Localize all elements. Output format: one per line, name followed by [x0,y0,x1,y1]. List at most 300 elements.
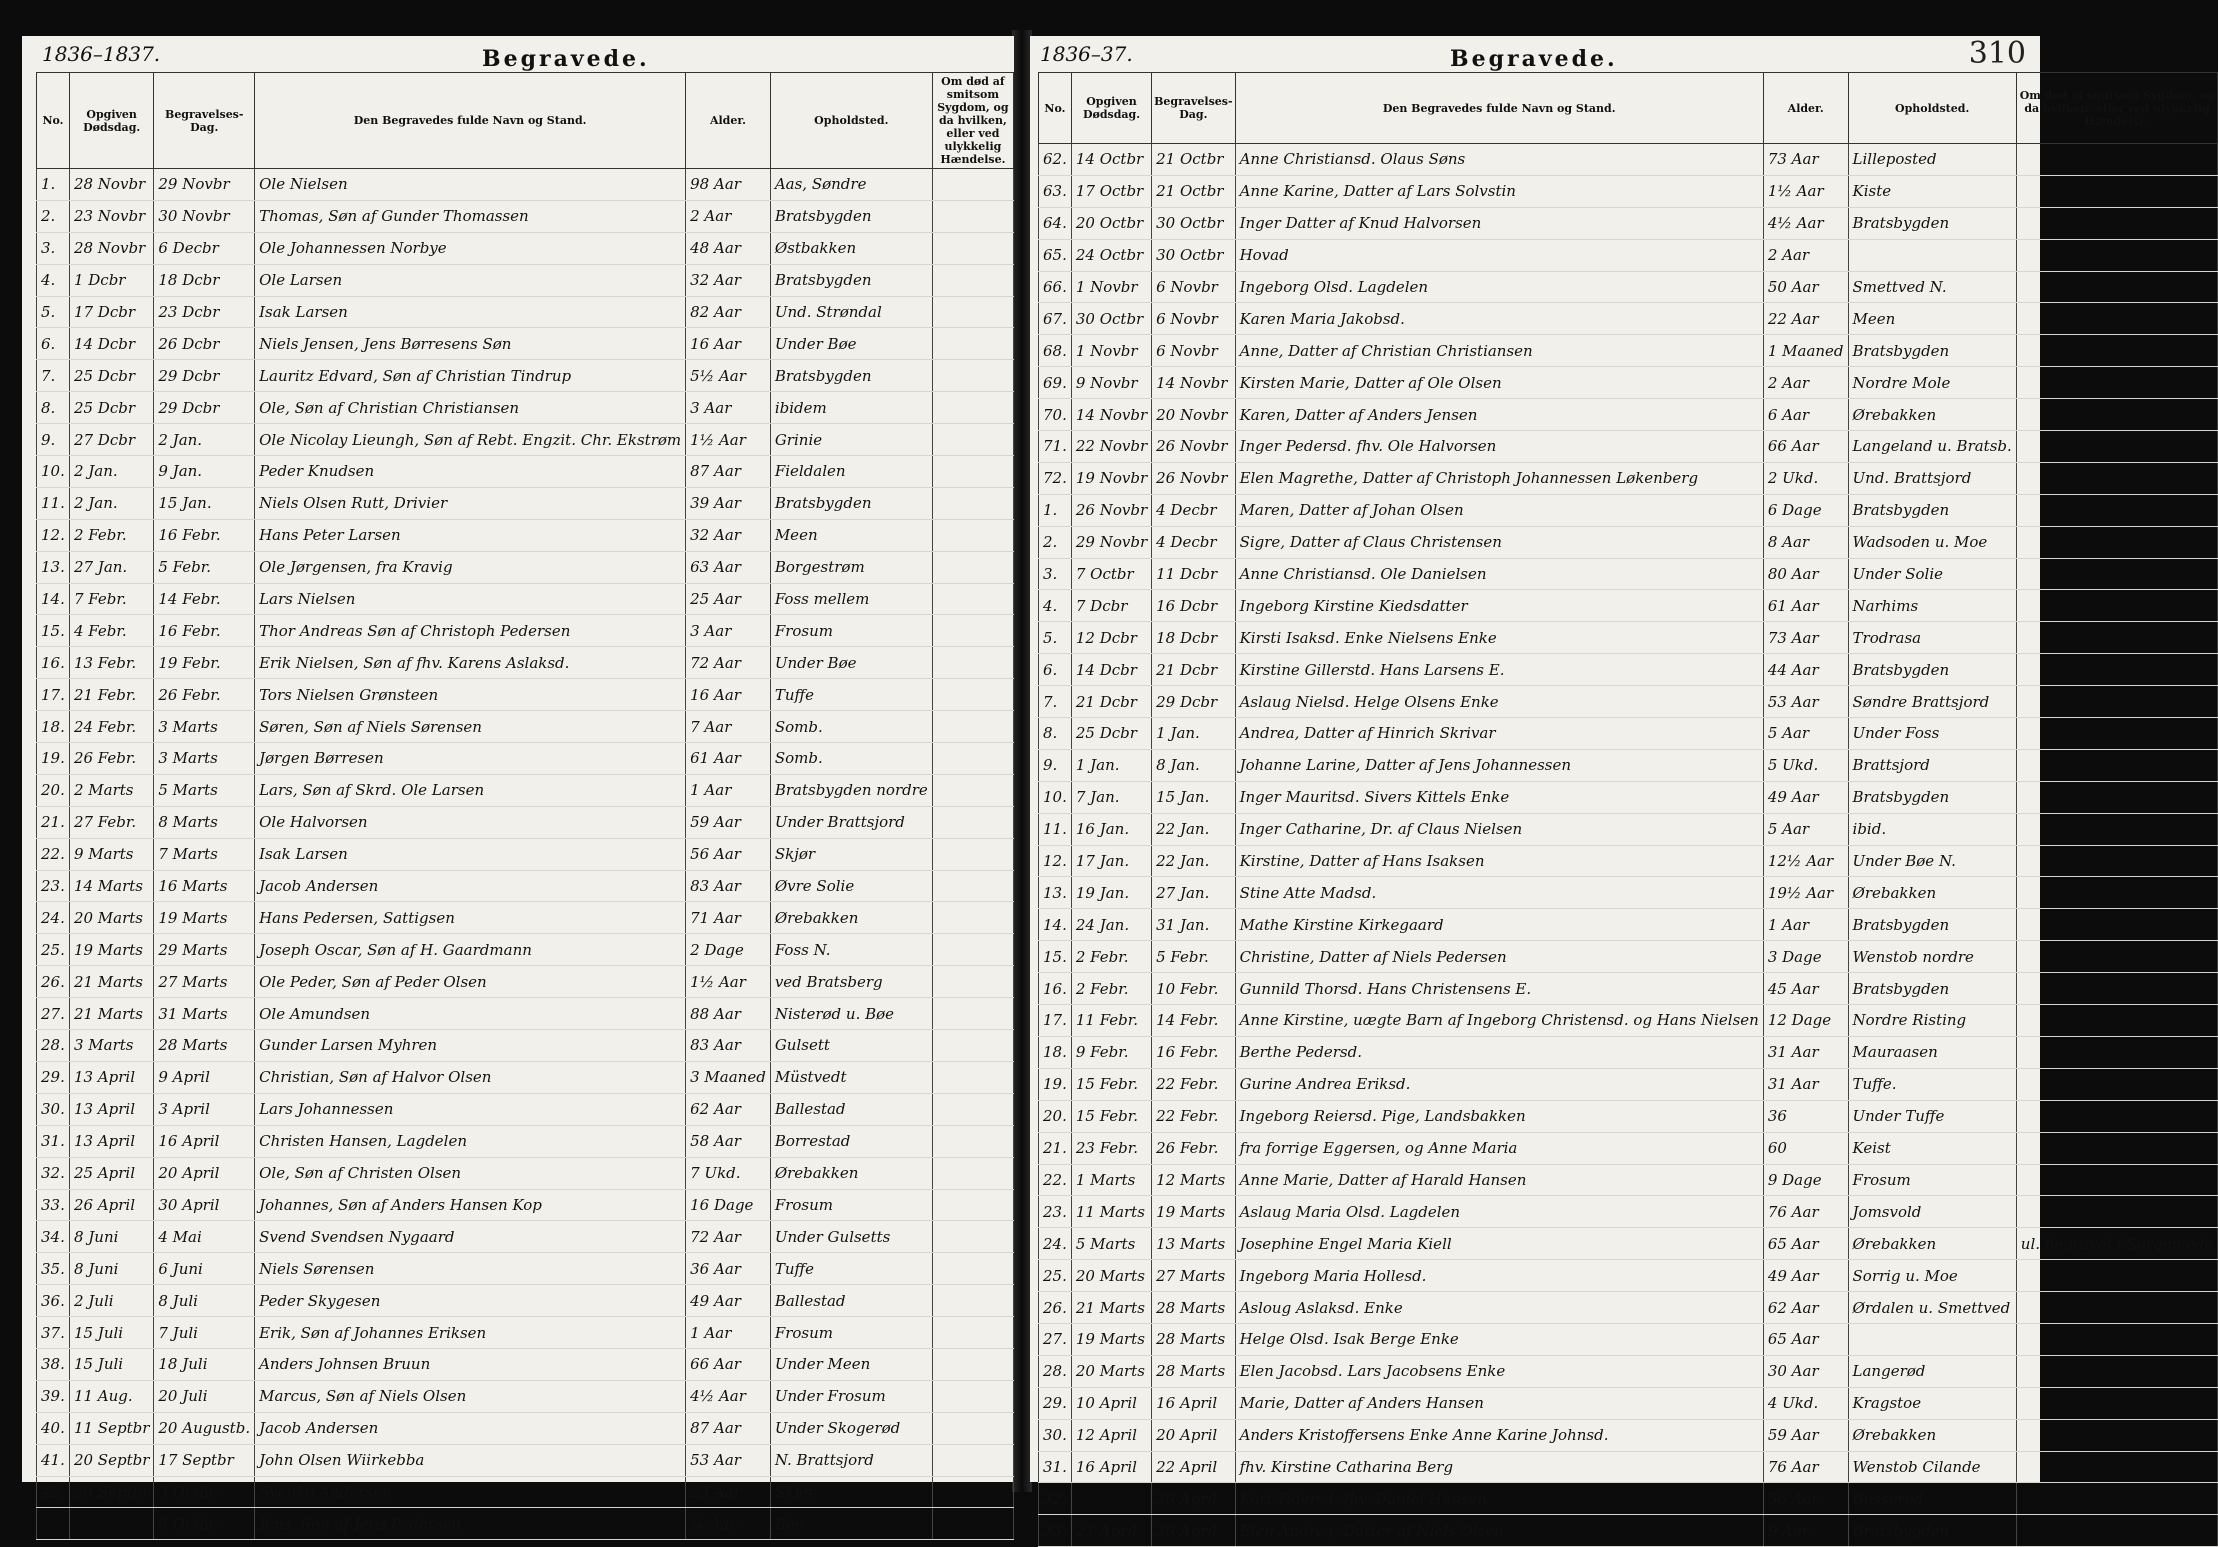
cell-burial-date: 9 April [154,1061,255,1093]
cell-cause-note [2016,1132,2218,1164]
cell-burial-date: 18 Juli [154,1348,255,1380]
cell-cause-note [2016,845,2218,877]
cell-death-date: 14 Dcbr [1071,654,1151,686]
cell-entry-number: 10. [1039,781,1072,813]
cell-residence: Tuffe. [1848,1068,2016,1100]
cell-residence: Ørebakken [1848,877,2016,909]
cell-entry-number: 39. [37,1380,70,1412]
cell-age: 7 Aar [686,711,771,743]
cell-cause-note [932,1125,1013,1157]
cell-name-and-station: Johanne Larine, Datter af Jens Johannessen [1235,749,1763,781]
cell-death-date: 7 Octbr [1071,558,1151,590]
cell-residence: Ørdalen u. Smettved [1848,1292,2016,1324]
cell-burial-date: 22 Febr. [1152,1100,1235,1132]
cell-age: 30 Aar [1763,1355,1848,1387]
cell-burial-date: 21 Octbr [1152,175,1235,207]
table-row [1039,718,2218,750]
cell-entry-number [37,1508,70,1540]
cell-residence: Bratsbygden [1848,654,2016,686]
cell-name-and-station: Joseph Oscar, Søn af H. Gaardmann [255,934,686,966]
cell-entry-number: 31. [37,1125,70,1157]
header-age: Alder. [1763,73,1848,144]
cell-name-and-station: Tors Nielsen Grønsteen [255,679,686,711]
cell-burial-date: 26 Novbr [1152,462,1235,494]
cell-entry-number: 15. [1039,941,1072,973]
cell-name-and-station: Peder Skygesen [255,1285,686,1317]
cell-age: 66 Aar [1763,431,1848,463]
table-row [37,679,1014,711]
cell-entry-number: 9. [37,424,70,456]
cell-residence: Bratsbygden [1848,335,2016,367]
table-row [37,615,1014,647]
cell-death-date: 21 April [1071,1515,1151,1547]
cell-residence: Bratsbygden [1848,973,2016,1005]
cell-entry-number: 27. [1039,1323,1072,1355]
cell-name-and-station: Lars Johannessen [255,1093,686,1125]
table-row [37,1061,1014,1093]
cell-age: 66 Aar [686,1348,771,1380]
cell-cause-note [932,1348,1013,1380]
cell-burial-date: 20 April [1152,1419,1235,1451]
cell-entry-number: 70. [1039,399,1072,431]
cell-death-date: 29 Novbr [1071,526,1151,558]
cell-residence: Under Skogerød [770,1412,932,1444]
cell-cause-note [2016,462,2218,494]
cell-age: 19½ Aar [1763,877,1848,909]
cell-residence: Under Foss [1848,718,2016,750]
table-row [37,1125,1014,1157]
cell-burial-date: 4 Mai [154,1221,255,1253]
table-row [1039,1451,2218,1483]
cell-age: 32 Aar [686,519,771,551]
cell-residence: Und. Brattsjord [1848,462,2016,494]
cell-age: 12 Dage [1763,1005,1848,1037]
cell-death-date: 7 Febr. [69,583,153,615]
cell-residence: Under Brattsjord [770,806,932,838]
cell-entry-number: 14. [1039,909,1072,941]
cell-residence: Ørebakken [1848,1228,2016,1260]
cell-burial-date: 29 Novbr [154,169,255,201]
cell-death-date: 25 Dcbr [1071,718,1151,750]
cell-name-and-station: Kirstine Gillerstd. Hans Larsens E. [1235,654,1763,686]
cell-age: 76 Aar [1763,1196,1848,1228]
cell-name-and-station: Anders Johnsen Bruun [255,1348,686,1380]
cell-entry-number: 24. [37,902,70,934]
cell-death-date: 27 Jan. [69,551,153,583]
cell-name-and-station: Peder Knudsen [255,456,686,488]
table-row [1039,909,2218,941]
header-age: Alder. [686,73,771,169]
cell-death-date: 21 Marts [69,998,153,1030]
left-register-table [36,72,1014,1540]
cell-name-and-station: Jacob Andersen [255,870,686,902]
cell-entry-number: 24. [1039,1228,1072,1260]
right-register-table [1038,72,2218,1547]
cell-death-date: 20 Octbr [1071,207,1151,239]
cell-name-and-station: Sigre, Datter af Claus Christensen [1235,526,1763,558]
cell-age: 2 Ukd. [1763,462,1848,494]
cell-death-date: 21 Febr. [69,679,153,711]
cell-burial-date: 13 Marts [1152,1228,1235,1260]
cell-age: 5 Aar [1763,813,1848,845]
cell-cause-note [932,615,1013,647]
cell-entry-number: 18. [1039,1036,1072,1068]
cell-burial-date: 12 Marts [1152,1164,1235,1196]
cell-death-date: 9 Novbr [1071,367,1151,399]
cell-name-and-station: Elen Magrethe, Datter af Christoph Johannessen Løkenberg [1235,462,1763,494]
cell-name-and-station: Ole Peder, Søn af Peder Olsen [255,966,686,998]
cell-age: 9 Aar [1763,1515,1848,1547]
cell-burial-date: 28 Marts [1152,1292,1235,1324]
cell-residence: Wenstob nordre [1848,941,2016,973]
cell-name-and-station: Anne Christiansd. Ole Danielsen [1235,558,1763,590]
cell-entry-number: 33. [37,1189,70,1221]
cell-burial-date: 5 Febr. [154,551,255,583]
cell-burial-date: 3 Marts [154,711,255,743]
cell-age: 1 Aar [686,774,771,806]
cell-residence: Tuffe [770,1253,932,1285]
cell-burial-date: 6 Novbr [1152,303,1235,335]
cell-death-date [1071,1483,1151,1515]
cell-name-and-station: Isak Larsen [255,296,686,328]
cell-entry-number: 42. [37,1476,70,1508]
cell-death-date: 15 Febr. [1071,1100,1151,1132]
cell-entry-number: 19. [37,743,70,775]
cell-entry-number: 28. [37,1030,70,1062]
cell-cause-note [932,392,1013,424]
cell-entry-number: 11. [1039,813,1072,845]
cell-name-and-station: Niels Jensen, Jens Børresens Søn [255,328,686,360]
table-row [1039,1260,2218,1292]
cell-name-and-station: Johannes, Søn af Anders Hansen Kop [255,1189,686,1221]
cell-name-and-station: John Olsen Wiirkebba [255,1444,686,1476]
cell-cause-note [932,1476,1013,1508]
cell-entry-number: 7. [1039,686,1072,718]
table-row [1039,877,2218,909]
cell-cause-note [2016,654,2218,686]
table-row [1039,1323,2218,1355]
cell-burial-date: 16 Febr. [154,519,255,551]
cell-age: 1½ Aar [686,966,771,998]
table-row [37,902,1014,934]
table-row [37,360,1014,392]
cell-entry-number: 35. [37,1253,70,1285]
cell-age: 62 Aar [686,1093,771,1125]
cell-entry-number: 6. [1039,654,1072,686]
cell-death-date: 9 Marts [69,838,153,870]
cell-residence: Bratsbygden [1848,207,2016,239]
cell-burial-date: 22 Jan. [1152,813,1235,845]
cell-age: 88 Aar [686,998,771,1030]
cell-name-and-station: Anne, Datter af Christian Christiansen [1235,335,1763,367]
cell-residence: Tuffe [770,679,932,711]
cell-entry-number: 9. [1039,749,1072,781]
table-row [1039,590,2218,622]
cell-cause-note [932,1189,1013,1221]
cell-residence [1848,1323,2016,1355]
cell-residence: Nordre Risting [1848,1005,2016,1037]
table-row [37,870,1014,902]
cell-death-date: 21 Dcbr [1071,686,1151,718]
cell-death-date: 30 Septbr [69,1476,153,1508]
cell-residence: Under Solie [1848,558,2016,590]
cell-residence: Bratsbygden [1848,1515,2016,1547]
cell-death-date: 21 Marts [69,966,153,998]
cell-residence: Bratsbygden [770,264,932,296]
cell-age: 71 Aar [686,902,771,934]
cell-residence: Wadsoden u. Moe [1848,526,2016,558]
cell-cause-note [932,902,1013,934]
cell-entry-number: 13. [1039,877,1072,909]
cell-age: 2 Aar [686,200,771,232]
cell-name-and-station: Gurine Andrea Eriksd. [1235,1068,1763,1100]
cell-burial-date: 19 Marts [1152,1196,1235,1228]
cell-residence: Ballestad [770,1285,932,1317]
cell-death-date: 10 April [1071,1387,1151,1419]
header-name-and-station: Den Begravedes fulde Navn og Stand. [1235,73,1763,144]
table-row [37,456,1014,488]
cell-death-date: 15 Febr. [1071,1068,1151,1100]
cell-death-date: 26 April [69,1189,153,1221]
cell-cause-note [2016,1196,2218,1228]
cell-burial-date: 11 Dcbr [1152,558,1235,590]
cell-death-date: 5 Marts [1071,1228,1151,1260]
cell-residence: Meen [770,519,932,551]
cell-cause-note [2016,877,2218,909]
cell-residence: Trodrasa [1848,622,2016,654]
cell-name-and-station: Ole Halvorsen [255,806,686,838]
cell-death-date: 1 Novbr [1071,271,1151,303]
cell-age: 6 Aar [1763,399,1848,431]
cell-death-date: 11 Septbr [69,1412,153,1444]
cell-burial-date: 6 Juni [154,1253,255,1285]
cell-burial-date: 30 April [1152,1483,1235,1515]
cell-death-date: 7 Dcbr [1071,590,1151,622]
cell-entry-number: 12. [1039,845,1072,877]
cell-cause-note [932,774,1013,806]
cell-entry-number: 17. [1039,1005,1072,1037]
cell-cause-note [932,232,1013,264]
cell-death-date: 25 Dcbr [69,392,153,424]
cell-burial-date: 3 Octbr [154,1476,255,1508]
cell-age: 73 Aar [1763,622,1848,654]
cell-name-and-station: Ole Jørgensen, fra Kravig [255,551,686,583]
table-row [37,487,1014,519]
cell-cause-note [2016,686,2218,718]
cell-age: 31 Aar [1763,1036,1848,1068]
cell-entry-number: 2. [37,200,70,232]
cell-death-date: 19 Marts [69,934,153,966]
cell-residence: Kiste [1848,175,2016,207]
cell-residence: Sorrig u. Moe [1848,1260,2016,1292]
left-year: 1836–1837. [42,42,161,66]
cell-name-and-station: Gunder Larsen Myhren [255,1030,686,1062]
cell-cause-note [2016,1036,2218,1068]
cell-residence: Bratsbygden [1848,494,2016,526]
cell-entry-number: 23. [1039,1196,1072,1228]
cell-death-date: 14 Novbr [1071,399,1151,431]
cell-entry-number: 38. [37,1348,70,1380]
cell-death-date: 20 Marts [69,902,153,934]
cell-residence: Bratsbygden [770,487,932,519]
cell-residence: Under Tuffe [1848,1100,2016,1132]
cell-cause-note [2016,1515,2218,1547]
cell-burial-date: 1 Jan. [1152,718,1235,750]
cell-residence: Müstvedt [770,1061,932,1093]
cell-burial-date: 2 Jan. [154,424,255,456]
cell-entry-number: 13. [37,551,70,583]
cell-residence: Langeland u. Bratsb. [1848,431,2016,463]
cell-death-date: 1 Jan. [1071,749,1151,781]
table-row [1039,175,2218,207]
cell-death-date: 2 Febr. [1071,973,1151,1005]
cell-entry-number: 8. [37,392,70,424]
cell-death-date: 13 Febr. [69,647,153,679]
cell-residence: Busserød [1848,1483,2016,1515]
cell-age: 59 Aar [1763,1419,1848,1451]
cell-age: 2 Aar [1763,367,1848,399]
table-row [1039,654,2218,686]
table-row [1039,781,2218,813]
cell-burial-date: 22 Jan. [1152,845,1235,877]
cell-death-date: 2 Juli [69,1285,153,1317]
cell-residence: Under Gulsetts [770,1221,932,1253]
cell-name-and-station: Niels Olsen Rutt, Drivier [255,487,686,519]
table-row [1039,1419,2218,1451]
cell-name-and-station: Svend Svendsen Nygaard [255,1221,686,1253]
cell-burial-date: 21 Dcbr [1152,654,1235,686]
cell-death-date: 28 Novbr [69,169,153,201]
cell-name-and-station: Karen Maria Jakobsd. [1235,303,1763,335]
cell-death-date: 11 Febr. [1071,1005,1151,1037]
cell-entry-number: 20. [37,774,70,806]
cell-age: 12½ Aar [1763,845,1848,877]
cell-death-date: 12 Dcbr [1071,622,1151,654]
table-row [37,774,1014,806]
cell-burial-date: 27 Jan. [1152,877,1235,909]
cell-name-and-station: Ole, Søn af Christian Christiansen [255,392,686,424]
cell-entry-number: 1. [37,169,70,201]
cell-burial-date: 28 Marts [1152,1323,1235,1355]
cell-residence: Frosum [1848,1164,2016,1196]
cell-residence: Under Meen [770,1348,932,1380]
cell-entry-number: 41. [37,1444,70,1476]
header-cause-note: Om død af smitsom Sygdom, og da hvilken, eller ved ulykkelig Hændelse. [932,73,1013,169]
cell-name-and-station: Stine Atte Madsd. [1235,877,1763,909]
cell-age: 76 Aar [1763,1451,1848,1483]
cell-cause-note [2016,558,2218,590]
cell-residence: Gulsett [770,1030,932,1062]
cell-cause-note [2016,239,2218,271]
cell-residence [1848,239,2016,271]
cell-age: 1½ Aar [1763,175,1848,207]
cell-burial-date: 26 Novbr [1152,431,1235,463]
cell-death-date: 13 April [69,1061,153,1093]
cell-death-date: 30 Octbr [1071,303,1151,335]
cell-residence: Søndre Brattsjord [1848,686,2016,718]
cell-entry-number: 4. [37,264,70,296]
cell-residence: Aas, Søndre [770,169,932,201]
cell-cause-note [932,934,1013,966]
cell-name-and-station: Anders Kristoffersens Enke Anne Karine Johnsd. [1235,1419,1763,1451]
cell-residence: Somb. [770,743,932,775]
cell-residence: Wenstob Cilande [1848,1451,2016,1483]
cell-name-and-station: Ole, Søn af Christen Olsen [255,1157,686,1189]
cell-entry-number: 69. [1039,367,1072,399]
header-residence: Opholdsted. [770,73,932,169]
cell-cause-note [932,1380,1013,1412]
cell-name-and-station: Mathe Kirstine Kirkegaard [1235,909,1763,941]
cell-death-date: 22 Novbr [1071,431,1151,463]
cell-cause-note [2016,1451,2218,1483]
cell-cause-note [932,1508,1013,1540]
cell-death-date: 19 Marts [1071,1323,1151,1355]
cell-age: 4 Ukd. [1763,1387,1848,1419]
cell-residence: Mauraasen [1848,1036,2016,1068]
cell-death-date: 9 Febr. [1071,1036,1151,1068]
cell-name-and-station: Berthe Pedersd. [1235,1036,1763,1068]
cell-burial-date: 14 Febr. [1152,1005,1235,1037]
cell-death-date: 13 April [69,1093,153,1125]
cell-age: 25 Aar [686,583,771,615]
cell-death-date: 11 Aug. [69,1380,153,1412]
cell-death-date: 1 Marts [1071,1164,1151,1196]
cell-cause-note [2016,622,2218,654]
cell-age: 2 Aar [1763,239,1848,271]
cell-death-date: 26 Novbr [1071,494,1151,526]
cell-residence: Bøe [770,1508,932,1540]
cell-name-and-station: Hans Peter Larsen [255,519,686,551]
cell-name-and-station: Christine, Datter af Niels Pedersen [1235,941,1763,973]
cell-age: 36 [1763,1100,1848,1132]
cell-residence: ibid. [1848,813,2016,845]
cell-residence: Ørebakken [770,1157,932,1189]
cell-age: 53 Aar [1763,686,1848,718]
cell-residence: Bratsbygden [1848,909,2016,941]
cell-burial-date: 27 Marts [154,966,255,998]
cell-name-and-station: Asloug Aslaksd. Enke [1235,1292,1763,1324]
cell-death-date: 28 Novbr [69,232,153,264]
cell-death-date: 25 April [69,1157,153,1189]
cell-name-and-station: Svenke Andersen [255,1476,686,1508]
cell-burial-date: 14 Febr. [154,583,255,615]
cell-death-date: 15 Juli [69,1348,153,1380]
cell-cause-note [932,838,1013,870]
table-row [37,711,1014,743]
cell-death-date: 24 Octbr [1071,239,1151,271]
table-row [1039,144,2218,176]
table-row [37,264,1014,296]
cell-entry-number: 1. [1039,494,1072,526]
cell-age: 3 Aar [686,392,771,424]
cell-name-and-station: Helge Olsd. Isak Berge Enke [1235,1323,1763,1355]
cell-residence: Ørebakken [1848,1419,2016,1451]
cell-residence: Skjør [770,838,932,870]
cell-age: 82 Aar [686,296,771,328]
cell-entry-number: 7. [37,360,70,392]
cell-burial-date: 29 Dcbr [1152,686,1235,718]
cell-name-and-station: Maren, Datter af Johan Olsen [1235,494,1763,526]
cell-entry-number: 30. [37,1093,70,1125]
cell-cause-note [932,1157,1013,1189]
cell-cause-note [932,966,1013,998]
cell-cause-note [2016,1260,2218,1292]
cell-name-and-station: Thomas, Søn af Gunder Thomassen [255,200,686,232]
cell-age: 61 Aar [1763,590,1848,622]
cell-cause-note [2016,494,2218,526]
cell-cause-note [2016,526,2218,558]
cell-entry-number: 5. [37,296,70,328]
